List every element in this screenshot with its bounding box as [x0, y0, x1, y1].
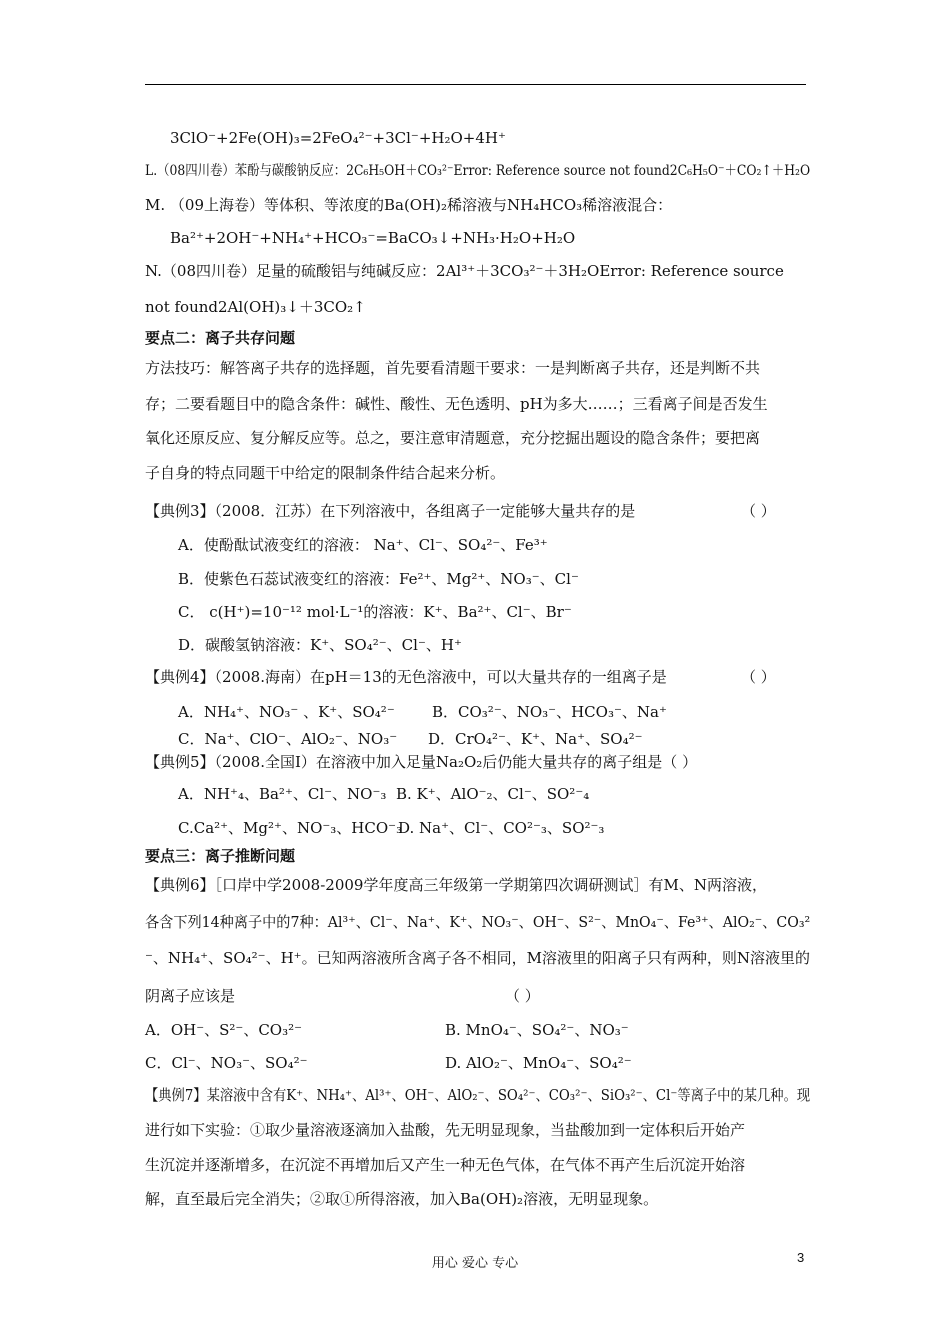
- answer-blank: （ ）: [741, 502, 776, 520]
- header-rule: [145, 84, 806, 85]
- example-6-stem: 各含下列14种离子中的7种：Al³⁺、Cl⁻、Na⁺、K⁺、NO₃⁻、OH⁻、S²⁻、MnO₄⁻、Fe³⁺、AlO₂⁻、CO₃²: [145, 913, 811, 931]
- option-b: B．使紫色石蕊试液变红的溶液：Fe²⁺、Mg²⁺、NO₃⁻、Cl⁻: [178, 570, 579, 588]
- option-c: C． c(H⁺)=10⁻¹² mol·L⁻¹的溶液：K⁺、Ba²⁺、Cl⁻、Br⁻: [178, 603, 572, 621]
- example-4-stem: 【典例4】（2008.海南）在pH＝13的无色溶液中，可以大量共存的一组离子是: [145, 668, 667, 686]
- option-a: A．NH₄⁺、NO₃⁻ 、K⁺、SO₄²⁻: [178, 703, 395, 721]
- example-6-stem: 【典例6】［口岸中学2008-2009学年度高三年级第一学期第四次调研测试］有M、N两溶液，: [145, 876, 767, 894]
- example-7-stem: 【典例7】某溶液中含有K⁺、NH₄⁺、Al³⁺、OH⁻、AlO₂⁻、SO₄²⁻、CO₃²⁻、SiO₃²⁻、Cl⁻等离子中的某几种。现: [145, 1087, 811, 1104]
- page-number: 3: [797, 1250, 805, 1265]
- item-m: M. （09上海卷）等体积、等浓度的Ba(OH)₂稀溶液与NH₄HCO₃稀溶液混合：: [145, 196, 673, 214]
- option-b: B．CO₃²⁻、NO₃⁻、HCO₃⁻、Na⁺: [432, 703, 667, 721]
- option-c: C.Ca²⁺、Mg²⁺、NO⁻₃、HCO⁻₃: [178, 819, 403, 837]
- page-footer: 用心 爱心 专心: [431, 1256, 519, 1271]
- section-heading: 要点三：离子推断问题: [145, 847, 296, 865]
- option-c: C．Cl⁻、NO₃⁻、SO₄²⁻: [145, 1054, 308, 1072]
- example-3-stem: 【典例3】（2008．江苏）在下列溶液中，各组离子一定能够大量共存的是: [145, 502, 636, 520]
- answer-blank: （ ）: [505, 987, 540, 1005]
- example-7-stem: 解，直至最后完全消失；②取①所得溶液，加入Ba(OH)₂溶液，无明显现象。: [145, 1190, 659, 1208]
- section-heading: 要点二：离子共存问题: [145, 329, 296, 347]
- equation-line: 3ClO⁻+2Fe(OH)₃=2FeO₄²⁻+3Cl⁻+H₂O+4H⁺: [170, 129, 506, 147]
- equation-line: Ba²⁺+2OH⁻+NH₄⁺+HCO₃⁻=BaCO₃↓+NH₃·H₂O+H₂O: [170, 229, 576, 247]
- option-d: D. AlO₂⁻、MnO₄⁻、SO₄²⁻: [445, 1054, 632, 1072]
- option-b: B. MnO₄⁻、SO₄²⁻、NO₃⁻: [445, 1021, 629, 1039]
- item-n-cont: not found2Al(OH)₃↓＋3CO₂↑: [145, 298, 366, 316]
- option-a: A．使酚酞试液变红的溶液： Na⁺、Cl⁻、SO₄²⁻、Fe³⁺: [178, 536, 548, 554]
- option-a: A．OH⁻、S²⁻、CO₃²⁻: [145, 1021, 303, 1039]
- option-d: D．CrO₄²⁻、K⁺、Na⁺、SO₄²⁻: [428, 730, 643, 748]
- item-l: L.（08四川卷）苯酚与碳酸钠反应：2C₆H₅OH＋CO₃²⁻Error: Reference source not found2C₆H₅O⁻＋CO₂↑＋H₂O: [145, 163, 811, 179]
- example-7-stem: 进行如下实验：①取少量溶液逐滴加入盐酸，先无明显现象，当盐酸加到一定体积后开始产: [145, 1121, 746, 1139]
- paragraph-line: 方法技巧：解答离子共存的选择题，首先要看清题干要求：一是判断离子共存，还是判断不共: [145, 359, 761, 377]
- example-6-stem: 阴离子应该是: [145, 987, 236, 1005]
- paragraph-line: 子自身的特点同题干中给定的限制条件结合起来分析。: [145, 464, 506, 482]
- item-n: N.（08四川卷）足量的硫酸铝与纯碱反应：2Al³⁺＋3CO₃²⁻＋3H₂OError: Reference source: [145, 262, 784, 280]
- example-5-stem: 【典例5】（2008.全国Ⅰ）在溶液中加入足量Na₂O₂后仍能大量共存的离子组是（ ）: [145, 753, 698, 771]
- option-d: D. Na⁺、Cl⁻、CO²⁻₃、SO²⁻₃: [398, 819, 605, 837]
- paragraph-line: 存；二要看题目中的隐含条件：碱性、酸性、无色透明、pH为多大……；三看离子间是否发生: [145, 395, 768, 413]
- option-c: C．Na⁺、ClO⁻、AlO₂⁻、NO₃⁻: [178, 730, 398, 748]
- example-7-stem: 生沉淀并逐渐增多，在沉淀不再增加后又产生一种无色气体，在气体不再产生后沉淀开始溶: [145, 1156, 746, 1174]
- paragraph-line: 氧化还原反应、复分解反应等。总之，要注意审清题意，充分挖掘出题设的隐含条件；要把离: [145, 429, 761, 447]
- option-d: D．碳酸氢钠溶液：K⁺、SO₄²⁻、Cl⁻、H⁺: [178, 636, 462, 654]
- example-6-stem: ⁻、NH₄⁺、SO₄²⁻、H⁺。已知两溶液所含离子各不相同，M溶液里的阳离子只有两种，则N溶液里的: [145, 949, 811, 967]
- answer-blank: （ ）: [741, 668, 776, 686]
- option-a: A．NH⁺₄、Ba²⁺、Cl⁻、NO⁻₃: [178, 785, 387, 803]
- option-b: B. K⁺、AlO⁻₂、Cl⁻、SO²⁻₄: [396, 785, 590, 803]
